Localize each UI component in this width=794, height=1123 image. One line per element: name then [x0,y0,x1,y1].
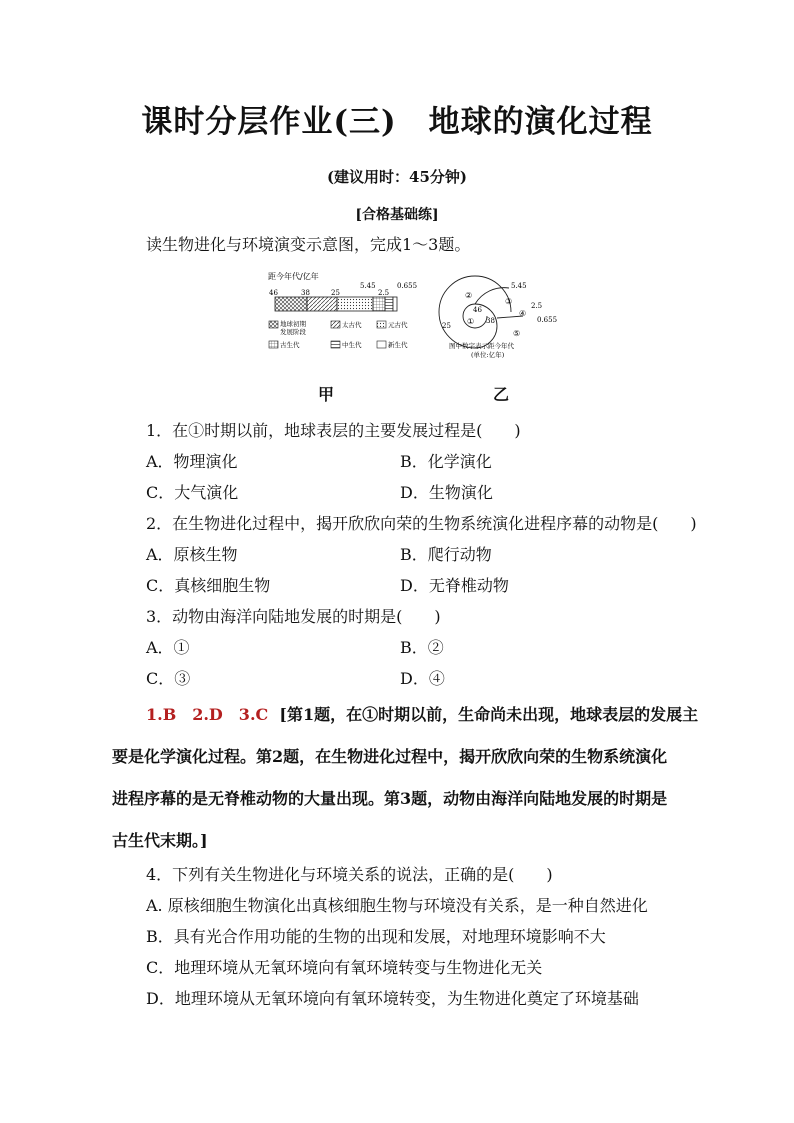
bar-archean [307,297,337,311]
legend-label: 发展阶段 [280,328,306,336]
option: C．地理环境从无氧环境向有氧环境转变与生物进化无关 [146,958,543,977]
legend-label: 太古代 [342,321,362,329]
jia-axis-title: 距今年代/亿年 [268,272,319,281]
page-title: 课时分层作业(三) 地球的演化过程 [141,104,653,140]
option: A．物理演化 [146,452,238,471]
question-2: 2．在生物进化过程中，揭开欣欣向荣的生物系统演化进程序幕的动物是( ) [146,514,697,533]
bar-mesozoic [385,297,393,311]
yi-caption: 图中数字表示距今年代 [449,342,514,350]
figure-label-yi: 乙 [493,385,510,404]
yi-number: 46 [473,306,482,314]
answer-keys: 1.B 2.D 3.C [146,705,269,724]
legend-label: 元古代 [388,321,408,329]
legend-label: 古生代 [280,341,300,349]
option: D．无脊椎动物 [400,576,509,595]
option: A．原核生物 [146,545,238,564]
answer-line: 进程序幕的是无脊椎动物的大量出现。第3题，动物由海洋向陆地发展的时期是 [112,789,668,808]
yi-number: 0.655 [537,316,558,324]
legend-label: 新生代 [388,341,408,349]
bar-early-earth [275,297,307,311]
figure-label-jia: 甲 [318,385,335,404]
yi-caption: (单位:亿年) [471,351,505,359]
jia-tick: 0.655 [397,282,418,290]
legend-label: 地球初期 [280,320,306,328]
option: B．② [400,638,444,657]
yi-period: ② [465,291,473,300]
yi-number: 25 [442,322,451,330]
yi-number: 2.5 [531,302,543,310]
option: C．③ [146,669,191,688]
option: D．④ [400,669,445,688]
answer-block [146,702,698,725]
jia-tick: 5.45 [360,282,376,290]
jia-tick: 2.5 [378,289,390,297]
option: A．① [146,638,190,657]
intro-text: 读生物进化与环境演变示意图，完成1～3题。 [146,235,471,254]
bar-paleozoic [373,297,385,311]
yi-number: 38 [486,317,495,325]
option: B．具有光合作用功能的生物的出现和发展，对地理环境影响不大 [146,927,606,946]
option: B．爬行动物 [400,545,492,564]
option: D．生物演化 [400,483,493,502]
answer-line: 要是化学演化过程。第2题，在生物进化过程中，揭开欣欣向荣的生物系统演化 [112,747,668,766]
yi-period: ④ [519,309,527,318]
answer-line: [第1题，在①时期以前，生命尚未出现，地球表层的发展主 [279,705,699,724]
legend-label: 中生代 [342,341,362,349]
question-3: 3．动物由海洋向陆地发展的时期是( ) [146,607,441,626]
bar-proterozoic [337,297,373,311]
suggested-time: (建议用时：45分钟) [326,168,468,186]
evolution-figure [265,268,585,400]
question-1: 1．在①时期以前，地球表层的主要发展过程是( ) [146,421,521,440]
answer-line: 古生代末期。] [112,831,208,850]
option: B．化学演化 [400,452,492,471]
jia-tick: 46 [269,289,278,297]
yi-period: ① [467,317,475,326]
yi-period: ⑤ [513,329,521,338]
option: D．地理环境从无氧环境向有氧环境转变，为生物进化奠定了环境基础 [146,989,639,1008]
option: A. 原核细胞生物演化出真核细胞生物与环境没有关系，是一种自然进化 [146,896,648,915]
question-4: 4．下列有关生物进化与环境关系的说法，正确的是( ) [146,865,553,884]
bar-cenozoic [393,297,397,311]
option: C．大气演化 [146,483,239,502]
yi-number: 5.45 [511,282,527,290]
section-heading: [合格基础练] [355,207,439,223]
yi-period: ③ [505,297,513,306]
jia-tick: 38 [301,289,310,297]
option: C．真核细胞生物 [146,576,271,595]
jia-tick: 25 [331,289,340,297]
